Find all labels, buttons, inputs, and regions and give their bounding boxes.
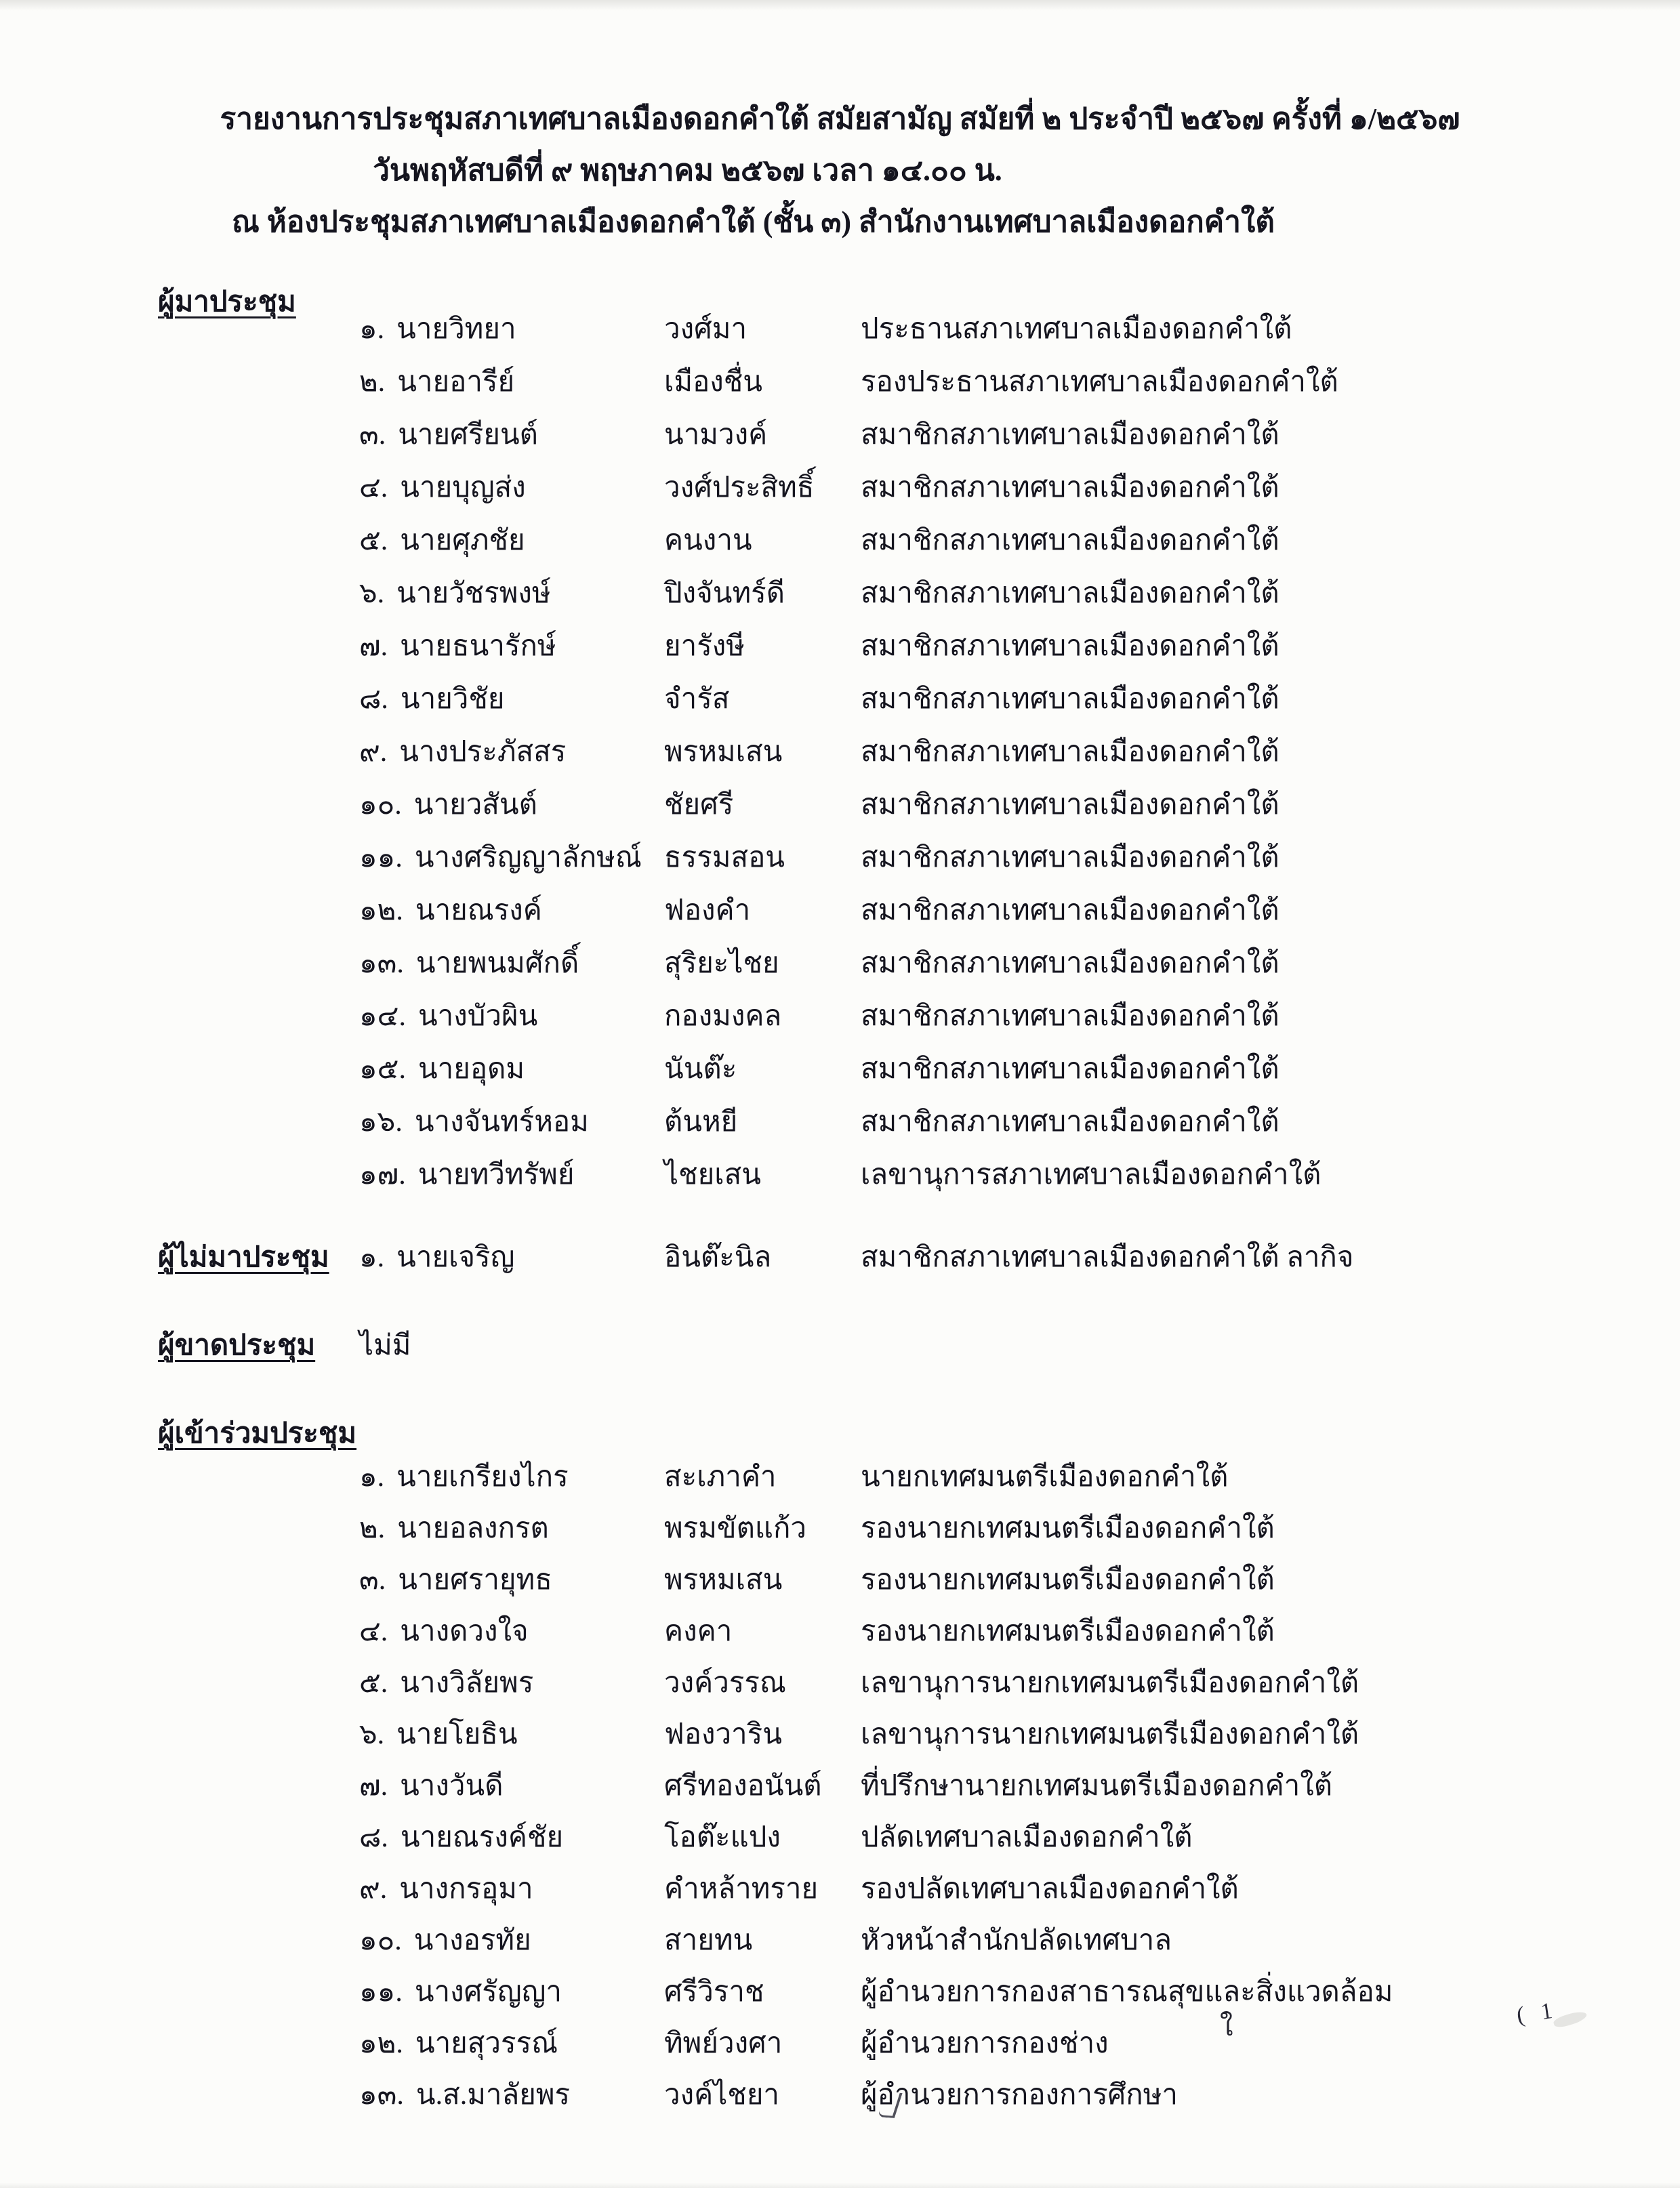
participant-row — [359, 1815, 1639, 1866]
person-position: สมาชิกสภาเทศบาลเมืองดอกคำใต้ — [861, 1107, 1279, 1138]
row-name-cell — [359, 1815, 664, 1859]
missing-section-heading: ผู้ขาดประชุม — [158, 1330, 316, 1361]
row-name-cell — [359, 306, 664, 351]
row-name-cell — [359, 676, 664, 721]
participants-list — [359, 1454, 1639, 2124]
person-name: นายวัชรพงษ์ — [396, 578, 551, 609]
person-position: สมาชิกสภาเทศบาลเมืองดอกคำใต้ — [861, 419, 1279, 451]
person-position: สมาชิกสภาเทศบาลเมืองดอกคำใต้ — [861, 1054, 1279, 1085]
row-number: ๔. — [359, 1616, 388, 1647]
person-name: นางดวงใจ — [400, 1616, 529, 1647]
absentees-row — [158, 1235, 1353, 1287]
row-number: ๙. — [359, 1874, 388, 1905]
person-surname: กองมงคล — [664, 1001, 782, 1032]
row-number: ๑๔. — [359, 1001, 406, 1032]
person-surname: พรหมเสน — [664, 737, 783, 768]
person-name: นายอารีย์ — [397, 367, 515, 398]
attendee-row — [359, 306, 1639, 359]
row-name-cell — [359, 412, 664, 457]
person-surname: สะเภาคำ — [664, 1462, 777, 1493]
person-name: นางวันดี — [400, 1771, 504, 1802]
person-surname: ไชยเสน — [664, 1159, 761, 1191]
person-position: รองประธานสภาเทศบาลเมืองดอกคำใต้ — [861, 367, 1338, 398]
person-position: สมาชิกสภาเทศบาลเมืองดอกคำใต้ — [861, 1001, 1279, 1032]
document-title-line-1: รายงานการประชุมสภาเทศบาลเมืองดอกคำใต้ สมัยสามัญ สมัยที่ ๒ ประจำปี ๒๕๖๗ ครั้งที่ ๑/๒๕๖๗ — [220, 102, 1460, 136]
person-position: สมาชิกสภาเทศบาลเมืองดอกคำใต้ — [861, 525, 1279, 556]
absentees-section-heading: ผู้ไม่มาประชุม — [158, 1242, 329, 1273]
row-number: ๒. — [359, 1513, 386, 1544]
person-surname: โอต๊ะแปง — [664, 1822, 781, 1853]
missing-value: ไม่มี — [359, 1330, 411, 1361]
row-number: ๕. — [359, 1668, 388, 1699]
person-surname: จำรัส — [664, 684, 730, 715]
person-name: นายวิทยา — [396, 314, 516, 345]
row-number: ๕. — [359, 525, 388, 556]
scan-edge-bottom — [0, 2183, 1680, 2188]
attendee-row — [359, 571, 1639, 623]
person-surname: ฟองคำ — [664, 895, 751, 926]
person-name: นายวิชัย — [400, 684, 505, 715]
person-surname: วงค์ไชยา — [664, 2080, 780, 2111]
person-name: นายณรงค์ — [415, 895, 542, 926]
row-name-cell — [359, 782, 664, 827]
person-position: สมาชิกสภาเทศบาลเมืองดอกคำใต้ — [861, 472, 1279, 503]
row-number: ๑๓. — [359, 2080, 404, 2111]
row-name-cell — [359, 2021, 664, 2065]
person-position: รองนายกเทศมนตรีเมืองดอกคำใต้ — [861, 1513, 1275, 1544]
person-position: นายกเทศมนตรีเมืองดอกคำใต้ — [861, 1462, 1229, 1493]
person-name: นายทวีทรัพย์ — [417, 1159, 575, 1191]
person-surname: ทิพย์วงศา — [664, 2028, 783, 2059]
row-number: ๗. — [359, 1771, 388, 1802]
scan-edge-top — [0, 0, 1680, 11]
attendee-row — [359, 835, 1639, 888]
attendee-row — [359, 412, 1639, 465]
person-surname: คงคา — [664, 1616, 733, 1647]
person-surname: พรมขัตแก้ว — [664, 1513, 806, 1544]
row-name-cell — [359, 993, 664, 1038]
row-number: ๑๒. — [359, 895, 403, 926]
attendee-row — [359, 1152, 1639, 1205]
row-number: ๓. — [359, 419, 386, 451]
row-name-cell — [359, 1454, 664, 1499]
person-position: เลขานุการนายกเทศมนตรีเมืองดอกคำใต้ — [861, 1668, 1359, 1699]
person-position: ปลัดเทศบาลเมืองดอกคำใต้ — [861, 1822, 1193, 1853]
participant-row — [359, 2072, 1639, 2124]
row-number: ๑๕. — [359, 1054, 406, 1085]
person-name: นางอรทัย — [413, 1925, 531, 1956]
row-name-cell — [359, 623, 664, 668]
person-name: น.ส.มาลัยพร — [415, 2080, 571, 2111]
row-number: ๖. — [359, 1719, 385, 1750]
row-number: ๑๐. — [359, 1925, 402, 1956]
attendee-row — [359, 782, 1639, 835]
participant-row — [359, 1763, 1639, 1815]
person-surname: วงศ์ประสิทธิ์ — [664, 472, 815, 503]
person-position: สมาชิกสภาเทศบาลเมืองดอกคำใต้ — [861, 631, 1279, 662]
person-surname: ศรีวิราช — [664, 1977, 764, 2008]
participant-row — [359, 2021, 1639, 2072]
row-number: ๙. — [359, 737, 388, 768]
person-name: นายวสันต์ — [413, 789, 537, 821]
row-number: ๑. — [359, 1462, 385, 1493]
row-number: ๑. — [359, 1242, 385, 1273]
row-name-cell — [359, 1235, 664, 1279]
person-position: สมาชิกสภาเทศบาลเมืองดอกคำใต้ — [861, 684, 1279, 715]
attendee-row — [359, 1099, 1639, 1152]
person-position: ที่ปรึกษานายกเทศมนตรีเมืองดอกคำใต้ — [861, 1771, 1333, 1802]
person-surname: นามวงค์ — [664, 419, 768, 451]
person-surname: คนงาน — [664, 525, 752, 556]
row-number: ๑๗. — [359, 1159, 406, 1191]
row-name-cell — [359, 888, 664, 932]
person-name: นายเจริญ — [396, 1242, 515, 1273]
person-position: ผู้อำนวยการกองสาธารณสุขและสิ่งแวดล้อม — [861, 1977, 1393, 2008]
person-name: นายศรียนต์ — [398, 419, 538, 451]
person-surname: วงศ์มา — [664, 314, 747, 345]
person-name: นายพนมศักดิ์ — [415, 948, 579, 979]
person-surname: ฟองวาริน — [664, 1719, 782, 1750]
person-surname: สายทน — [664, 1925, 753, 1956]
attendee-row — [359, 993, 1639, 1046]
participant-row — [359, 1969, 1639, 2021]
person-surname: ชัยศรี — [664, 789, 734, 821]
row-number: ๓. — [359, 1565, 386, 1596]
person-name: นายธนารักษ์ — [400, 631, 556, 662]
person-name: นายสุวรรณ์ — [415, 2028, 558, 2059]
attendee-row — [359, 1046, 1639, 1099]
person-name: นายบุญส่ง — [400, 472, 526, 503]
attendee-row — [359, 888, 1639, 941]
row-name-cell — [359, 571, 664, 615]
row-number: ๑. — [359, 314, 385, 345]
row-number: ๔. — [359, 472, 388, 503]
stray-character-artifact: ใ — [1220, 2011, 1233, 2042]
row-number: ๗. — [359, 631, 388, 662]
row-number: ๘. — [359, 1822, 388, 1853]
person-surname: สุริยะไชย — [664, 948, 779, 979]
missing-row — [158, 1323, 411, 1376]
row-name-cell — [359, 1712, 664, 1756]
person-position: สมาชิกสภาเทศบาลเมืองดอกคำใต้ — [861, 578, 1279, 609]
row-name-cell — [359, 1046, 664, 1091]
participant-row — [359, 1557, 1639, 1609]
row-number: ๑๓. — [359, 948, 404, 979]
row-number: ๑๑. — [359, 1977, 403, 2008]
person-surname: นันต๊ะ — [664, 1054, 737, 1085]
participant-row — [359, 1660, 1639, 1712]
person-surname: ต้นหยี — [664, 1107, 738, 1138]
attendee-row — [359, 676, 1639, 729]
person-surname: เมืองชื่น — [664, 367, 762, 398]
person-name: นายศรายุทธ — [398, 1565, 552, 1596]
row-name-cell — [359, 1969, 664, 2014]
row-name-cell — [359, 1918, 664, 1962]
row-name-cell — [359, 1557, 664, 1602]
person-surname: พรหมเสน — [664, 1565, 783, 1596]
person-position: สมาชิกสภาเทศบาลเมืองดอกคำใต้ — [861, 948, 1279, 979]
person-position: สมาชิกสภาเทศบาลเมืองดอกคำใต้ — [861, 789, 1279, 821]
row-name-cell — [359, 1152, 664, 1197]
person-position: สมาชิกสภาเทศบาลเมืองดอกคำใต้ — [861, 737, 1279, 768]
person-surname: ธรรมสอน — [664, 842, 785, 873]
document-title-line-3: ณ ห้องประชุมสภาเทศบาลเมืองดอกคำใต้ (ชั้น ๓) สำนักงานเทศบาลเมืองดอกคำใต้ — [232, 205, 1275, 239]
row-number: ๑๑. — [359, 842, 403, 873]
row-name-cell — [359, 835, 664, 880]
person-name: นายโยธิน — [396, 1719, 518, 1750]
person-position: สมาชิกสภาเทศบาลเมืองดอกคำใต้ — [861, 842, 1279, 873]
person-name: นางศรัญญา — [414, 1977, 562, 2008]
person-name: นายศุภชัย — [400, 525, 525, 556]
person-surname: ปิงจันทร์ดี — [664, 578, 785, 609]
person-surname: คำหล้าทราย — [664, 1874, 819, 1905]
attendee-row — [359, 518, 1639, 571]
person-surname: ยารังษี — [664, 631, 745, 662]
row-number: ๒. — [359, 367, 386, 398]
person-position: เลขานุการนายกเทศมนตรีเมืองดอกคำใต้ — [861, 1719, 1359, 1750]
person-name: นางวิลัยพร — [400, 1668, 534, 1699]
row-name-cell — [359, 941, 664, 985]
person-name: นางศริญญาลักษณ์ — [414, 842, 642, 873]
person-position: รองนายกเทศมนตรีเมืองดอกคำใต้ — [861, 1565, 1275, 1596]
person-surname: วงค์วรรณ — [664, 1668, 786, 1699]
person-position: ประธานสภาเทศบาลเมืองดอกคำใต้ — [861, 314, 1292, 345]
attendee-row — [359, 941, 1639, 993]
attendee-row — [359, 729, 1639, 782]
row-name-cell — [359, 1506, 664, 1550]
participant-row — [359, 1609, 1639, 1660]
attendee-row — [359, 359, 1639, 412]
row-name-cell — [359, 1660, 664, 1705]
participant-row — [359, 1866, 1639, 1918]
row-name-cell — [359, 1609, 664, 1653]
attendee-row — [359, 623, 1639, 676]
person-name: นายเกรียงไกร — [396, 1462, 569, 1493]
person-position: ผู้อำนวยการกองช่าง — [861, 2028, 1109, 2059]
row-name-cell — [359, 729, 664, 774]
row-number: ๘. — [359, 684, 388, 715]
person-name: นายณรงค์ชัย — [400, 1822, 564, 1853]
person-name: นายอุดม — [417, 1054, 525, 1085]
row-name-cell — [359, 2072, 664, 2117]
person-position: รองนายกเทศมนตรีเมืองดอกคำใต้ — [861, 1616, 1275, 1647]
person-name: นางประภัสสร — [399, 737, 567, 768]
participant-row — [359, 1712, 1639, 1763]
attendee-row — [359, 465, 1639, 518]
row-number: ๑๖. — [359, 1107, 403, 1138]
person-position: รองปลัดเทศบาลเมืองดอกคำใต้ — [861, 1874, 1239, 1905]
person-surname: อินต๊ะนิล — [664, 1242, 772, 1273]
person-position: เลขานุการสภาเทศบาลเมืองดอกคำใต้ — [861, 1159, 1322, 1191]
document-title-line-2: วันพฤหัสบดีที่ ๙ พฤษภาคม ๒๕๖๗ เวลา ๑๔.๐๐ น. — [373, 154, 1002, 187]
document-title-block — [0, 94, 1680, 248]
row-name-cell — [359, 1763, 664, 1808]
row-name-cell — [359, 1099, 664, 1144]
person-name: นางกรอุมา — [399, 1874, 533, 1905]
person-position: หัวหน้าสำนักปลัดเทศบาล — [861, 1925, 1172, 1956]
person-position: ผู้อำนวยการกองการศึกษา — [861, 2080, 1178, 2111]
participant-row — [359, 1454, 1639, 1506]
row-name-cell — [359, 465, 664, 510]
attendees-section-heading: ผู้มาประชุม — [158, 287, 296, 318]
row-number: ๖. — [359, 578, 385, 609]
person-name: นางบัวผิน — [417, 1001, 538, 1032]
pen-mark-artifact: ( 1 — [1515, 1997, 1560, 2029]
attendees-list — [359, 306, 1639, 1205]
participant-row — [359, 1918, 1639, 1969]
row-number: ๑๐. — [359, 789, 402, 821]
row-name-cell — [359, 359, 664, 404]
person-name: นางจันทร์หอม — [414, 1107, 589, 1138]
person-surname: ศรีทองอนันต์ — [664, 1771, 822, 1802]
person-position: สมาชิกสภาเทศบาลเมืองดอกคำใต้ ลากิจ — [861, 1242, 1354, 1273]
participants-section-heading: ผู้เข้าร่วมประชุม — [158, 1418, 357, 1449]
participant-row — [359, 1506, 1639, 1557]
row-name-cell — [359, 518, 664, 562]
person-position: สมาชิกสภาเทศบาลเมืองดอกคำใต้ — [861, 895, 1279, 926]
row-number: ๑๒. — [359, 2028, 403, 2059]
row-name-cell — [359, 1866, 664, 1911]
person-name: นายอลงกรต — [397, 1513, 549, 1544]
